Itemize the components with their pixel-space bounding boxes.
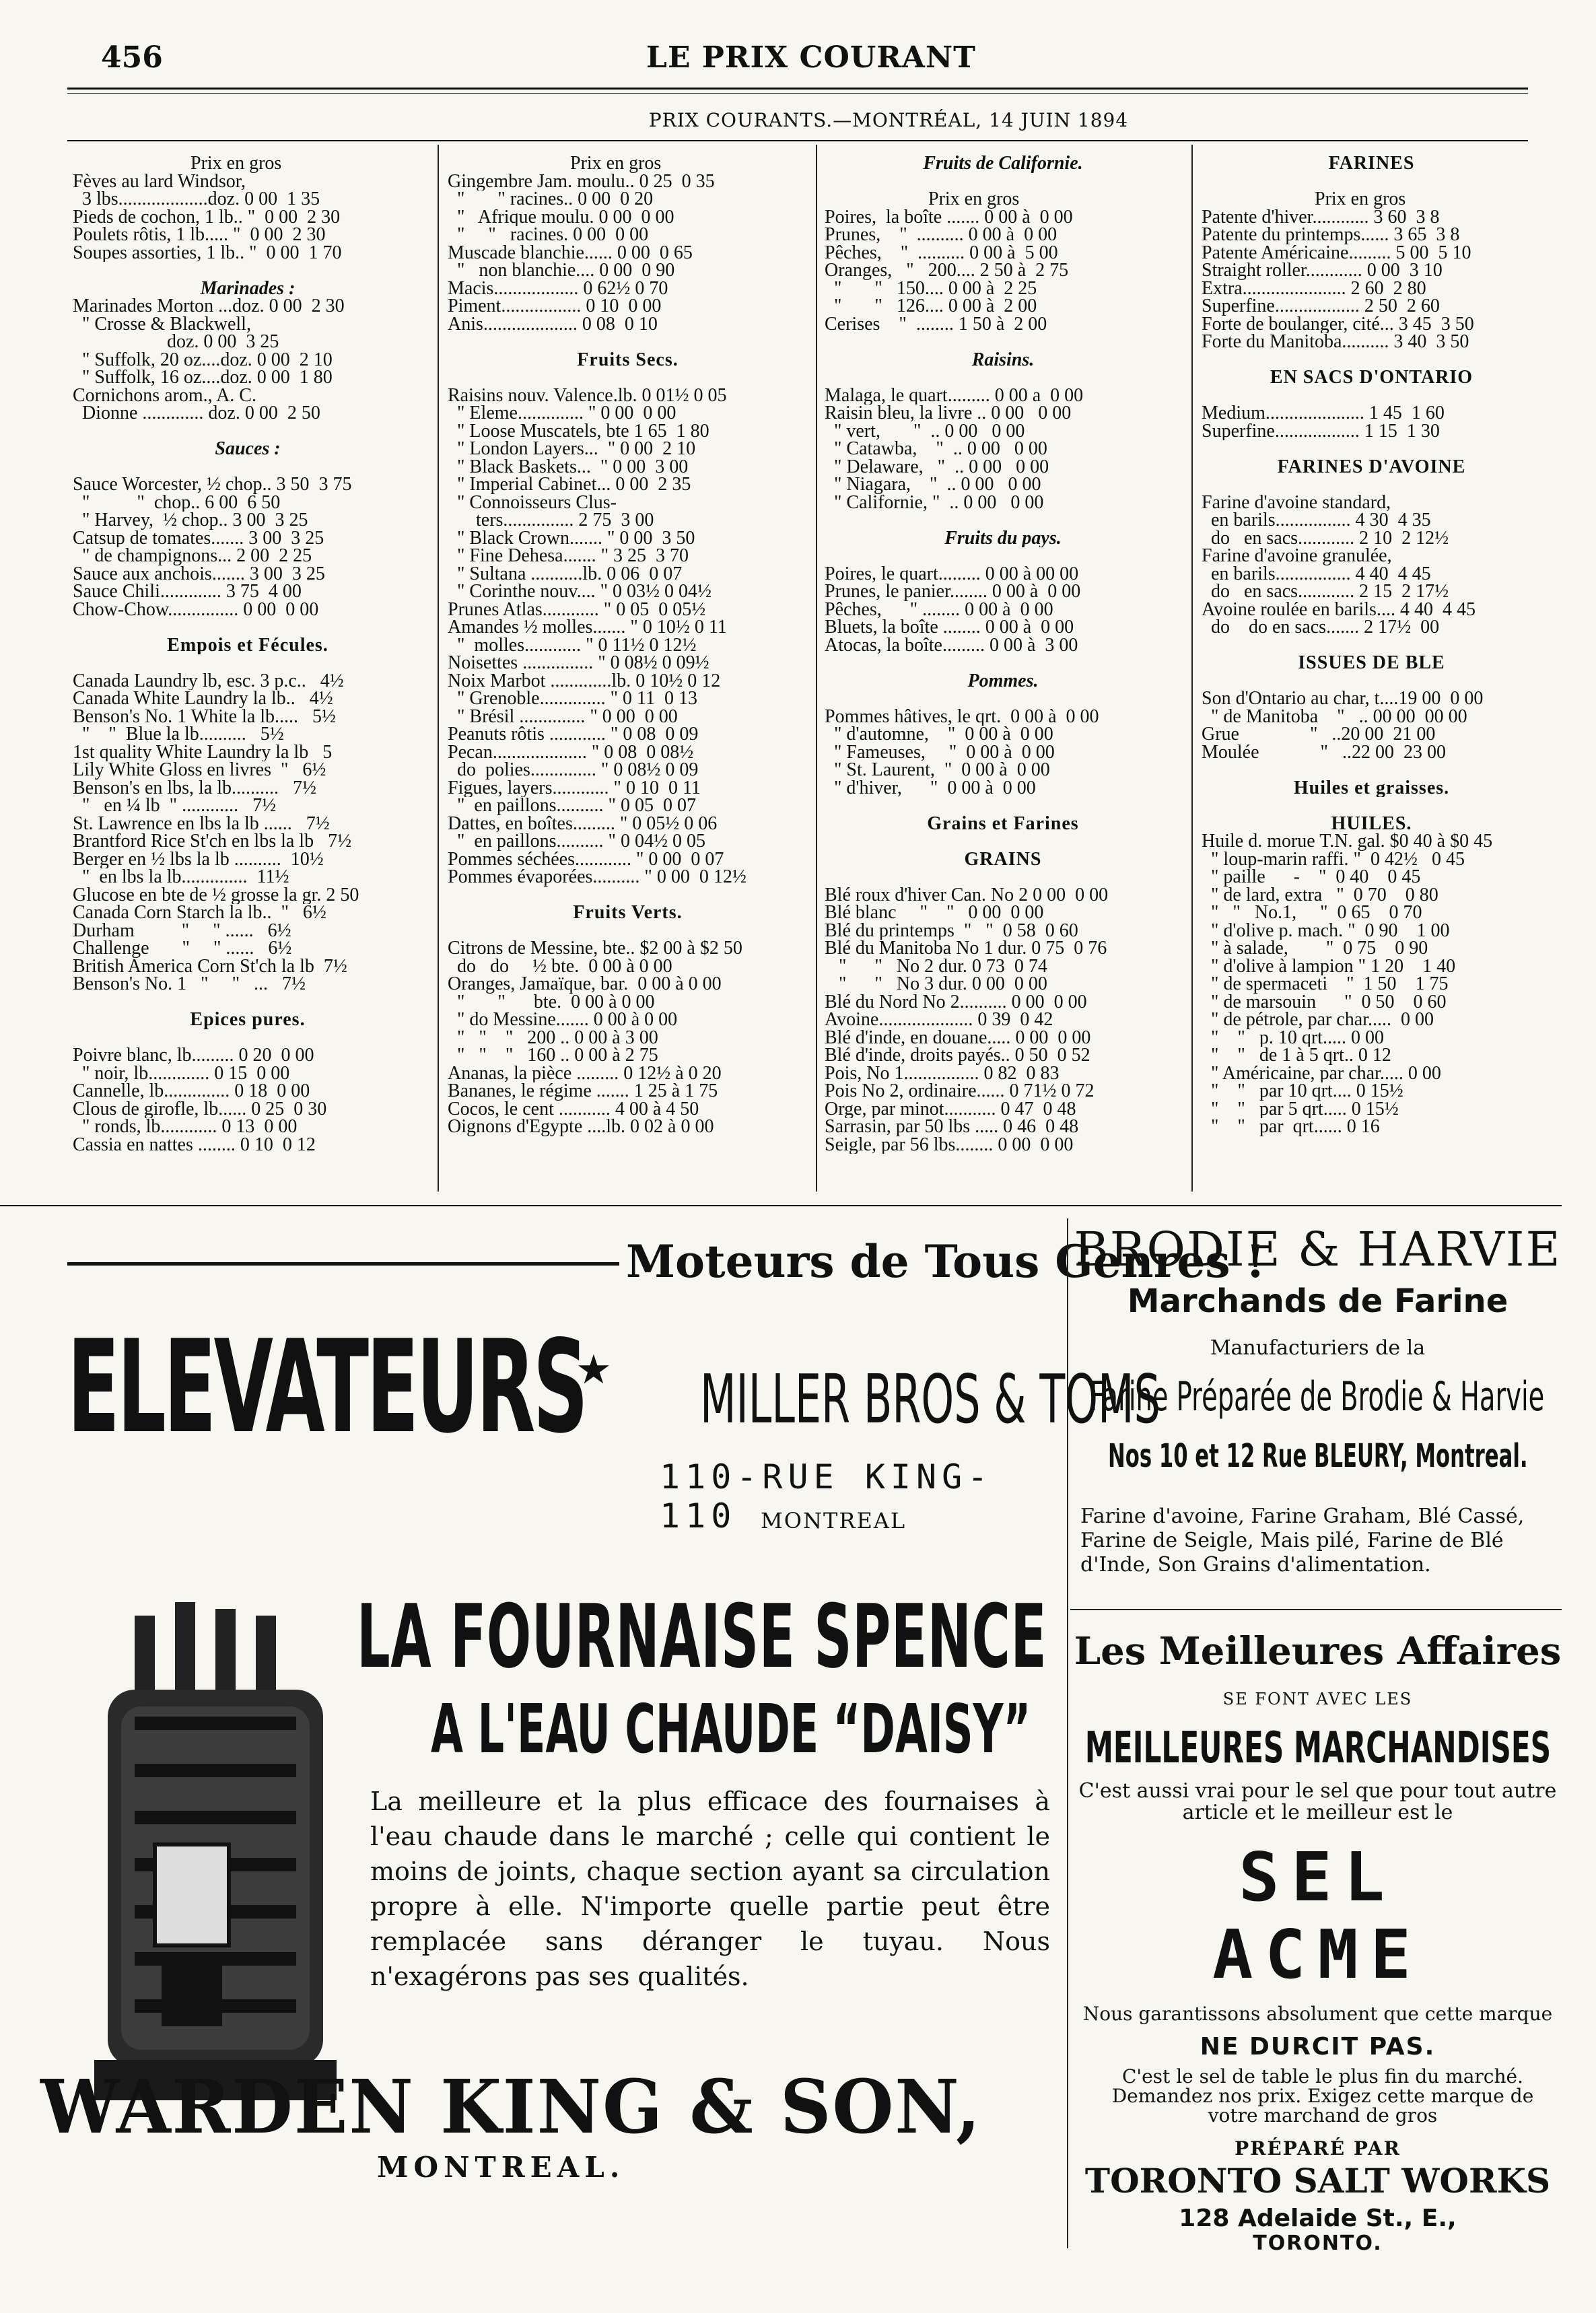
spacer xyxy=(73,423,423,441)
price-line: " de Manitoba " .. 00 00 00 00 xyxy=(1202,707,1467,726)
price-line: Bananes, le régime ....... 1 25 à 1 75 xyxy=(448,1082,718,1101)
furnace-illustration xyxy=(94,1589,337,2107)
price-line: " " " 200 .. 0 00 à 3 00 xyxy=(448,1029,658,1047)
price-line: Anis.................... 0 08 0 10 xyxy=(448,315,658,333)
price-line: " Afrique moulu. 0 00 0 00 xyxy=(448,208,674,226)
elevateurs-heading: ELEVATEURS xyxy=(67,1313,586,1461)
price-line: " " Blue la lb.......... 5½ xyxy=(73,726,284,744)
section-heading: Epices pures. xyxy=(190,1011,306,1029)
price-line: Blé blanc " " 0 00 0 00 xyxy=(825,904,1044,922)
price-line: Cerises " ........ 1 50 à 2 00 xyxy=(825,315,1047,333)
price-line: Blé du Manitoba No 1 dur. 0 75 0 76 xyxy=(825,940,1107,958)
price-line: Oranges, " 200.... 2 50 à 2 75 xyxy=(825,262,1069,280)
spacer xyxy=(825,547,1181,565)
price-line: Oignons d'Egypte ....lb. 0 02 à 0 00 xyxy=(448,1118,714,1136)
section-heading: FARINES xyxy=(1328,155,1415,173)
price-line: " paille - " 0 40 0 45 xyxy=(1202,868,1421,887)
price-line: Durham " " ...... 6½ xyxy=(73,922,291,940)
section-heading: ISSUES DE BLE xyxy=(1298,654,1445,672)
price-line: Catsup de tomates....... 3 00 3 25 xyxy=(73,529,324,547)
spacer xyxy=(825,512,1181,530)
price-line: " de pétrole, par char..... 0 00 xyxy=(1202,1011,1434,1029)
price-line: Poivre blanc, lb......... 0 20 0 00 xyxy=(73,1047,314,1065)
price-line: " d'automne, " 0 00 à 0 00 xyxy=(825,726,1053,744)
price-line: Malaga, le quart......... 0 00 a 0 00 xyxy=(825,386,1084,405)
price-line: " Black Baskets... " 0 00 3 00 xyxy=(448,458,689,476)
price-line: " " bte. 0 00 à 0 00 xyxy=(448,993,655,1011)
price-line: " Sultana ...........lb. 0 06 0 07 xyxy=(448,565,683,583)
price-line: " " 150.... 0 00 à 2 25 xyxy=(825,279,1037,298)
price-line: " St. Laurent, " 0 00 à 0 00 xyxy=(825,761,1050,780)
ad-title: Moteurs de Tous Genres ! xyxy=(626,1235,1265,1288)
spacer xyxy=(825,833,1181,851)
spacer xyxy=(1202,440,1541,458)
spacer xyxy=(73,994,423,1012)
sel-brand: SEL xyxy=(1239,1838,1397,1917)
salt-notes: C'est le sel de table le plus fin du marché. Demandez nos prix. Exigez cette marque de votre marchand de gros xyxy=(1111,2065,1534,2127)
furnace-city: MONTREAL. xyxy=(377,2151,625,2184)
price-line: Fèves au lard Windsor, xyxy=(73,172,246,191)
price-line: " " par 10 qrt.... 0 15½ xyxy=(1202,1082,1403,1101)
spacer xyxy=(1202,476,1541,494)
spacer xyxy=(448,369,808,387)
price-line: Pommes séchées............ " 0 00 0 07 xyxy=(448,850,724,868)
price-column-3 xyxy=(825,155,1181,1154)
price-line: " Suffolk, 16 oz....doz. 0 00 1 80 xyxy=(73,369,333,387)
price-line: " Suffolk, 20 oz....doz. 0 00 2 10 xyxy=(73,351,333,369)
ad-rule xyxy=(67,1262,619,1266)
price-line: " " No.1, " 0 65 0 70 xyxy=(1202,904,1422,922)
price-line: " Fameuses, " 0 00 à 0 00 xyxy=(825,743,1055,761)
header-rule-thin xyxy=(67,93,1528,94)
spacer xyxy=(73,458,423,477)
price-line: Canada Corn Starch la lb.. " 6½ xyxy=(73,904,326,922)
price-line: " Loose Muscatels, bte 1 65 1 80 xyxy=(448,422,709,440)
price-line: Cannelle, lb.............. 0 18 0 00 xyxy=(73,1082,310,1101)
price-line: Forte du Manitoba.......... 3 40 3 50 xyxy=(1202,333,1469,351)
price-line: Canada White Laundry la lb.. 4½ xyxy=(73,690,333,708)
price-line: do en sacs............ 2 10 2 12½ xyxy=(1202,529,1449,547)
price-line: " à salade, " 0 75 0 90 xyxy=(1202,940,1428,958)
price-line: Figues, layers............ " 0 10 0 11 xyxy=(448,779,701,797)
price-line: " Niagara, " .. 0 00 0 00 xyxy=(825,476,1041,494)
price-line: " non blanchie.... 0 00 0 90 xyxy=(448,262,675,280)
price-line: " Delaware, " .. 0 00 0 00 xyxy=(825,458,1049,476)
spacer xyxy=(825,369,1181,387)
price-line: Peanuts rôtis ............ " 0 08 0 09 xyxy=(448,726,699,744)
price-line: Extra...................... 2 60 2 80 xyxy=(1202,279,1426,298)
price-line: " Harvey, ½ chop.. 3 00 3 25 xyxy=(73,512,308,530)
price-line: Blé d'inde, en douane..... 0 00 0 00 xyxy=(825,1029,1091,1047)
price-line: " de champignons... 2 00 2 25 xyxy=(73,547,312,565)
price-line: Farine d'avoine standard, xyxy=(1202,493,1391,512)
price-line: " " de 1 à 5 qrt.. 0 12 xyxy=(1202,1047,1391,1065)
price-line: Marinades Morton ...doz. 0 00 2 30 xyxy=(73,298,345,316)
price-line: " loup-marin raffi. " 0 42½ 0 45 xyxy=(1202,850,1465,868)
price-line: 1st quality White Laundry la lb 5 xyxy=(73,743,333,761)
price-line: Pommes évaporées.......... " 0 00 0 12½ xyxy=(448,868,747,887)
brodie-body: Farine d'avoine, Farine Graham, Blé Cassé, Farine de Seigle, Mais pilé, Farine de Blé d'Inde, Son Grains d'alimentation. xyxy=(1080,1505,1525,1577)
section-heading: Fruits Verts. xyxy=(573,904,683,922)
spacer xyxy=(73,262,423,280)
company-city: MONTREAL xyxy=(761,1508,907,1533)
ad-divider xyxy=(1067,1218,1068,2248)
spacer xyxy=(73,619,423,637)
spacer xyxy=(1202,637,1541,655)
spacer xyxy=(1202,173,1541,191)
price-line: Glucose en bte de ½ grosse la gr. 2 50 xyxy=(73,886,359,904)
price-line: Gingembre Jam. moulu.. 0 25 0 35 xyxy=(448,172,715,191)
section-subheading: Marinades : xyxy=(200,279,296,298)
price-line: Amandes ½ molles....... " 0 10½ 0 11 xyxy=(448,619,727,637)
price-line: Prix en gros xyxy=(825,191,1020,209)
price-line: Patente d'hiver............ 3 60 3 8 xyxy=(1202,208,1440,226)
price-line: Lily White Gloss en livres " 6½ xyxy=(73,761,326,780)
furnace-title: LA FOURNAISE SPENCE xyxy=(357,1585,1047,1688)
price-column-4 xyxy=(1202,155,1541,1136)
spacer xyxy=(73,1029,423,1047)
price-line: Prix en gros xyxy=(1202,191,1406,209)
price-line: en barils................ 4 40 4 45 xyxy=(1202,565,1431,583)
column-divider xyxy=(438,145,439,1192)
price-line: Cornichons arom., A. C. xyxy=(73,386,256,405)
price-line: " " No 2 dur. 0 73 0 74 xyxy=(825,957,1047,975)
price-line: " " par qrt...... 0 16 xyxy=(1202,1118,1380,1136)
brodie-address: Nos 10 et 12 Rue BLEURY, Montreal. xyxy=(1108,1437,1528,1475)
price-line: " Corinthe nouv.... " 0 03½ 0 04½ xyxy=(448,583,712,601)
price-line: " Fine Dehesa....... " 3 25 3 70 xyxy=(448,547,689,565)
price-line: do do en sacs....... 2 17½ 00 xyxy=(1202,619,1440,637)
price-line: " " racines. 0 00 0 00 xyxy=(448,226,649,244)
price-line: " Brésil .............. " 0 00 0 00 xyxy=(448,707,678,726)
price-line: Huile d. morue T.N. gal. $0 40 à $0 45 xyxy=(1202,833,1493,851)
spacer xyxy=(825,868,1181,887)
price-line: " Catawba, " .. 0 00 0 00 xyxy=(825,440,1047,458)
price-line: " d'olive p. mach. " 0 90 1 00 xyxy=(1202,922,1450,940)
price-list-heading: PRIX COURANTS.—MONTRÉAL, 14 JUIN 1894 xyxy=(648,109,1129,131)
spacer xyxy=(448,922,808,940)
page-title: LE PRIX COURANT xyxy=(646,40,976,75)
price-line: Medium..................... 1 45 1 60 xyxy=(1202,405,1445,423)
price-line: " de spermaceti " 1 50 1 75 xyxy=(1202,975,1449,994)
price-line: Piment................. 0 10 0 00 xyxy=(448,298,662,316)
price-line: Benson's No. 1 White la lb..... 5½ xyxy=(73,707,337,726)
price-column-1 xyxy=(73,155,423,1154)
price-line: " Eleme.............. " 0 00 0 00 xyxy=(448,405,676,423)
price-line: " de lard, extra " 0 70 0 80 xyxy=(1202,886,1438,904)
spacer xyxy=(825,654,1181,672)
price-line: do do ½ bte. 0 00 à 0 00 xyxy=(448,957,672,975)
price-line: Poires, la boîte ....... 0 00 à 0 00 xyxy=(825,208,1073,226)
price-line: Prunes, " .......... 0 00 à 0 00 xyxy=(825,226,1057,244)
price-line: Raisin bleu, la livre .. 0 00 0 00 xyxy=(825,405,1072,423)
price-line: " London Layers... " 0 00 2 10 xyxy=(448,440,696,458)
salt-guarantee: Nous garantissons absolument que cette marque xyxy=(1082,2003,1553,2025)
price-line: Noisettes ............... " 0 08½ 0 09½ xyxy=(448,654,709,672)
salt-address: 128 Adelaide St., E., xyxy=(1179,2205,1457,2232)
price-line: Superfine.................. 1 15 1 30 xyxy=(1202,422,1440,440)
company-name: MILLER BROS & TOMS xyxy=(700,1360,1160,1439)
price-line: Prunes Atlas............ " 0 05 0 05½ xyxy=(448,600,706,619)
spacer xyxy=(73,654,423,672)
price-line: " " p. 10 qrt..... 0 00 xyxy=(1202,1029,1384,1047)
salt-line: SE FONT AVEC LES xyxy=(1222,1690,1413,1708)
price-line: " " chop.. 6 00 6 50 xyxy=(73,493,281,512)
ad-rule xyxy=(1070,1609,1562,1610)
price-line: Patente Américaine......... 5 00 5 10 xyxy=(1202,244,1471,262)
brodie-title: BRODIE & HARVIE xyxy=(1074,1222,1562,1277)
section-heading: Empois et Fécules. xyxy=(167,636,328,654)
spacer xyxy=(1202,761,1541,780)
spacer xyxy=(1202,797,1541,815)
salt-maker: TORONTO SALT WORKS xyxy=(1084,2161,1551,2201)
price-line: Pecan.................... " 0 08 0 08½ xyxy=(448,743,694,761)
company-address: 110-RUE KING-110 xyxy=(660,1457,994,1535)
price-line: Macis.................. 0 62½ 0 70 xyxy=(448,279,668,298)
price-line: " do Messine....... 0 00 à 0 00 xyxy=(448,1011,678,1029)
spacer xyxy=(448,887,808,905)
price-line: Straight roller............ 0 00 3 10 xyxy=(1202,262,1443,280)
price-line: Dattes, en boîtes......... " 0 05½ 0 06 xyxy=(448,815,718,833)
header-rule xyxy=(67,88,1528,90)
price-line: " Connoisseurs Clus- xyxy=(448,493,617,512)
furnace-maker: WARDEN KING & SON, xyxy=(40,2063,982,2150)
price-line: " Crosse & Blackwell, xyxy=(73,315,251,333)
price-line: " " racines.. 0 00 0 20 xyxy=(448,191,654,209)
price-line: " d'olive à lampion " 1 20 1 40 xyxy=(1202,957,1456,975)
price-line: Noix Marbot .............lb. 0 10½ 0 12 xyxy=(448,672,721,690)
price-line: " de marsouin " 0 50 0 60 xyxy=(1202,993,1447,1011)
price-line: Oranges, Jamaïque, bar. 0 00 à 0 00 xyxy=(448,975,722,994)
price-line: Sauce aux anchois....... 3 00 3 25 xyxy=(73,565,325,583)
price-line: Poires, le quart......... 0 00 à 00 00 xyxy=(825,565,1079,583)
price-line: Dionne ............. doz. 0 00 2 50 xyxy=(73,405,320,423)
price-line: Sarrasin, par 50 lbs ..... 0 46 0 48 xyxy=(825,1118,1079,1136)
price-line: Blé du Nord No 2.......... 0 00 0 00 xyxy=(825,993,1087,1011)
furnace-description: La meilleure et la plus efficace des fournaises à l'eau chaude dans le marché ; celle qui contient le moins de joints, chaque section ayant sa circulation propre à elle. N'importe quelle partie peut être remplacée sans déranger le tuyau. Nous n'exagérons pas ses qualités. xyxy=(370,1787,1050,1991)
price-line: Cassia en nattes ........ 0 10 0 12 xyxy=(73,1136,316,1154)
price-line: Canada Laundry lb, esc. 3 p.c.. 4½ xyxy=(73,672,344,690)
column-divider xyxy=(816,145,817,1192)
section-heading: Huiles et graisses. xyxy=(1293,779,1450,797)
brodie-product: Farine Préparée de Brodie & Harvie xyxy=(1089,1373,1545,1420)
price-line: Brantford Rice St'ch en lbs la lb 7½ xyxy=(73,833,352,851)
price-line: " en paillons.......... " 0 05 0 07 xyxy=(448,797,696,815)
price-line: Grue " ..20 00 21 00 xyxy=(1202,726,1436,744)
price-line: Superfine.................. 2 50 2 60 xyxy=(1202,298,1440,316)
section-subheading: Fruits de Californie. xyxy=(923,155,1083,173)
price-column-2 xyxy=(448,155,808,1136)
price-line: " Imperial Cabinet... 0 00 2 35 xyxy=(448,476,691,494)
section-heading: HUILES. xyxy=(1331,815,1412,833)
section-heading: EN SACS D'ONTARIO xyxy=(1270,369,1473,387)
salt-prep: PRÉPARÉ PAR xyxy=(1235,2137,1401,2160)
price-line: Sauce Chili............. 3 75 4 00 xyxy=(73,583,302,601)
price-line: Patente du printemps...... 3 65 3 8 xyxy=(1202,226,1460,244)
price-line: Avoine.................... 0 39 0 42 xyxy=(825,1011,1053,1029)
price-line: Blé d'inde, droits payés.. 0 50 0 52 xyxy=(825,1047,1090,1065)
price-line: Muscade blanchie...... 0 00 0 65 xyxy=(448,244,693,262)
page-number: 456 xyxy=(101,40,163,75)
price-line: Soupes assorties, 1 lb.. " 0 00 1 70 xyxy=(73,244,342,262)
price-line: " molles............ " 0 11½ 0 12½ xyxy=(448,636,697,654)
section-heading: Fruits Secs. xyxy=(577,351,679,369)
ads-top-rule xyxy=(0,1205,1562,1206)
section-subheading: Raisins. xyxy=(971,351,1035,369)
price-line: " noir, lb............. 0 15 0 00 xyxy=(73,1064,290,1082)
spence-furnace-ad xyxy=(40,1582,1064,2248)
price-line: Ananas, la pièce ......... 0 12½ à 0 20 xyxy=(448,1064,722,1082)
spacer xyxy=(1202,387,1541,405)
price-line: Blé du printemps " " 0 58 0 60 xyxy=(825,922,1078,940)
price-line: Son d'Ontario au char, t....19 00 0 00 xyxy=(1202,690,1484,708)
section-heading: GRAINS xyxy=(964,850,1042,868)
price-line: en barils................ 4 30 4 35 xyxy=(1202,512,1431,530)
acme-salt-ad xyxy=(1074,1629,1562,2255)
section-heading: FARINES D'AVOINE xyxy=(1277,458,1466,476)
price-line: British America Corn St'ch la lb 7½ xyxy=(73,957,347,975)
price-line: do polies.............. " 0 08½ 0 09 xyxy=(448,761,699,780)
price-line: doz. 0 00 3 25 xyxy=(73,333,279,351)
price-line: Pommes hâtives, le qrt. 0 00 à 0 00 xyxy=(825,707,1099,726)
price-line: Seigle, par 56 lbs........ 0 00 0 00 xyxy=(825,1136,1074,1154)
spacer xyxy=(825,690,1181,708)
spacer xyxy=(825,173,1181,191)
price-line: ters............... 2 75 3 00 xyxy=(448,512,654,530)
price-line: 3 lbs...................doz. 0 00 1 35 xyxy=(73,191,320,209)
price-line: Pêches, " .......... 0 00 à 5 00 xyxy=(825,244,1058,262)
price-line: Sauce Worcester, ½ chop.. 3 50 3 75 xyxy=(73,476,352,494)
price-line: St. Lawrence en lbs la lb ...... 7½ xyxy=(73,815,330,833)
price-line: Clous de girofle, lb...... 0 25 0 30 xyxy=(73,1100,327,1118)
salt-text: C'est aussi vrai pour le sel que pour tout autre article et le meilleur est le xyxy=(1078,1779,1557,1824)
spacer xyxy=(448,333,808,351)
salt-city: TORONTO. xyxy=(1253,2232,1383,2255)
section-subheading: Fruits du pays. xyxy=(944,529,1062,547)
price-line: " Californie, " .. 0 00 0 00 xyxy=(825,493,1044,512)
price-line: Pêches, " ........ 0 00 à 0 00 xyxy=(825,600,1053,619)
price-line: Pieds de cochon, 1 lb.. " 0 00 2 30 xyxy=(73,208,341,226)
spacer xyxy=(1202,351,1541,370)
salt-subheadline: MEILLEURES MARCHANDISES xyxy=(1084,1723,1552,1773)
price-line: Farine d'avoine granulée, xyxy=(1202,547,1392,565)
price-line: Prix en gros xyxy=(448,155,662,173)
spacer xyxy=(825,333,1181,351)
price-line: " en paillons.......... " 0 04½ 0 05 xyxy=(448,833,705,851)
acme-brand: ACME xyxy=(1212,1915,1423,1994)
price-line: Pois, No 1................ 0 82 0 83 xyxy=(825,1064,1060,1082)
price-line: " Américaine, par char..... 0 00 xyxy=(1202,1064,1441,1082)
price-line: Atocas, la boîte......... 0 00 à 3 00 xyxy=(825,636,1078,654)
price-line: Benson's en lbs, la lb.......... 7½ xyxy=(73,779,317,797)
price-line: Prunes, le panier........ 0 00 à 0 00 xyxy=(825,583,1081,601)
salt-headline: Les Meilleures Affaires xyxy=(1074,1629,1562,1673)
price-line: Pois No 2, ordinaire...... 0 71½ 0 72 xyxy=(825,1082,1095,1101)
price-line: " ronds, lb............ 0 13 0 00 xyxy=(73,1118,298,1136)
brodie-harvie-ad xyxy=(1074,1222,1562,1585)
price-line: " Grenoble.............. " 0 11 0 13 xyxy=(448,690,697,708)
price-line: " d'hiver, " 0 00 à 0 00 xyxy=(825,779,1036,797)
price-line: " " 126.... 0 00 à 2 00 xyxy=(825,298,1037,316)
section-heading: Grains et Farines xyxy=(927,815,1079,833)
price-line: Poulets rôtis, 1 lb..... " 0 00 2 30 xyxy=(73,226,326,244)
miller-bros-ad xyxy=(40,1232,1265,1535)
column-divider xyxy=(1191,145,1193,1192)
spacer xyxy=(825,797,1181,815)
section-subheading: Sauces : xyxy=(215,440,281,458)
price-line: Avoine roulée en barils.... 4 40 4 45 xyxy=(1202,600,1476,619)
spacer xyxy=(1202,672,1541,691)
price-line: " " No 3 dur. 0 00 0 00 xyxy=(825,975,1047,994)
price-line: Prix en gros xyxy=(73,155,282,173)
price-line: Blé roux d'hiver Can. No 2 0 00 0 00 xyxy=(825,886,1109,904)
price-line: Moulée " ..22 00 23 00 xyxy=(1202,743,1446,761)
price-line: " " par 5 qrt..... 0 15½ xyxy=(1202,1100,1399,1118)
price-line: " en ¼ lb " ............ 7½ xyxy=(73,797,277,815)
price-line: Chow-Chow............... 0 00 0 00 xyxy=(73,600,319,619)
salt-claim: NE DURCIT PAS. xyxy=(1200,2033,1436,2061)
price-line: " vert, " .. 0 00 0 00 xyxy=(825,422,1025,440)
price-line: Cocos, le cent ........... 4 00 à 4 50 xyxy=(448,1100,699,1118)
star-icon: ★ xyxy=(576,1346,612,1393)
furnace-subtitle: A L'EAU CHAUDE “DAISY” xyxy=(431,1690,1031,1768)
price-line: " " " 160 .. 0 00 à 2 75 xyxy=(448,1047,658,1065)
price-line: " en lbs la lb.............. 11½ xyxy=(73,868,289,887)
price-line: Berger en ½ lbs la lb .......... 10½ xyxy=(73,850,324,868)
price-line: Benson's No. 1 " " ... 7½ xyxy=(73,975,306,994)
price-line: Citrons de Messine, bte.. $2 00 à $2 50 xyxy=(448,940,742,958)
brodie-line: Manufacturiers de la xyxy=(1210,1336,1426,1360)
section-subheading: Pommes. xyxy=(967,672,1039,690)
price-line: Orge, par minot........... 0 47 0 48 xyxy=(825,1100,1076,1118)
price-line: do en sacs............ 2 15 2 17½ xyxy=(1202,583,1449,601)
brodie-subtitle: Marchands de Farine xyxy=(1127,1282,1508,1320)
price-line: " Black Crown....... " 0 00 3 50 xyxy=(448,529,695,547)
price-line: Forte de boulanger, cité... 3 45 3 50 xyxy=(1202,315,1474,333)
price-line: Raisins nouv. Valence.lb. 0 01½ 0 05 xyxy=(448,386,727,405)
subheader-rule xyxy=(67,140,1528,141)
price-line: Challenge " " ...... 6½ xyxy=(73,940,292,958)
price-line: Bluets, la boîte ........ 0 00 à 0 00 xyxy=(825,619,1074,637)
